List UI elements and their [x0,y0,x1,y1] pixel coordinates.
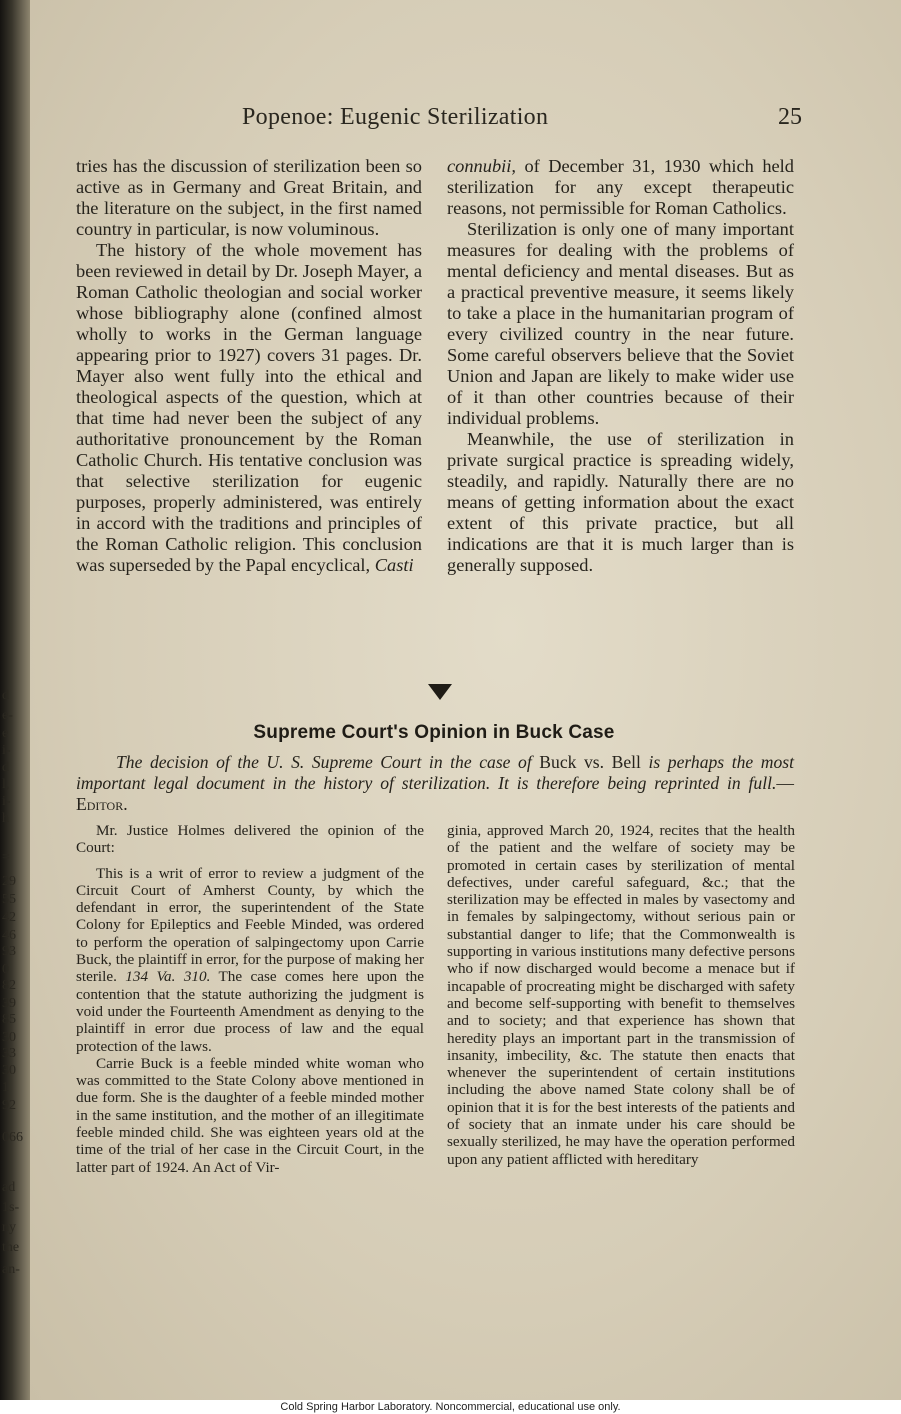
page-number: 25 [778,104,802,130]
paragraph: Sterilization is only one of many important measures for dealing with the problems of mental deficiency and mental diseases. But as a practical preventive measure, it seems likely to take a place in the humanitarian program of every civilized country in the near future. Some careful observers believe that the Soviet Union and Japan are likely to make wider use of it than other countries because of their individual problems. [447,219,794,428]
footer-credit: Cold Spring Harbor Laboratory. Noncommercial, educational use only. [0,1400,901,1414]
paragraph: Mr. Justice Holmes delivered the opinion of the Court: [76,822,424,857]
margin-fragment: 30 [2,1030,16,1045]
margin-fragment: h [2,811,9,826]
section-divider-triangle-icon [425,682,455,702]
margin-fragment: 0 [2,962,9,977]
margin-fragment: i- [2,794,11,809]
margin-fragment: ad [2,1180,16,1195]
opinion-right-column [447,822,795,1168]
section-title: Supreme Court's Opinion in Buck Case [253,722,615,743]
paragraph: connubii, of December 31, 1930 which held sterilization for any except therapeutic reasons, not permissible for Roman Catholics. [447,156,794,218]
margin-fragment: the [2,1240,20,1255]
paragraph: tries has the discussion of sterilization been so active as in Germany and Great Britain, and the literature on the subject, in the first named country in particular, is now voluminous. [76,156,422,239]
paragraph: This is a writ of error to review a judgment of the Circuit Court of Amherst County, by which the defendant in error, the superintendent of the State Colony for Epileptics and Feeble Minded, was ordered to perform the operation of salpingectomy upon Carrie Buck, the plaintiff in error, for the purpose of making her sterile. 134 Va. 310. The case comes here upon the contention that the statute authorizing the judgment is void under the Fourteenth Amendment as denying to the plaintiff in error due process of law and the equal protection of the laws. [76,864,425,1055]
paragraph: ginia, approved March 20, 1924, recites that the health of the patient and the welfare of society may be promoted in certain cases by sterilization of mental defectives, under careful safeguard, &c.; that the sterilization may be effected in males by vasectomy and in females by salpingectomy, without serious pain or substantial danger to life; that the Commonwealth is supporting in various institutions many defective persons who if now discharged would become a menace but if incapable of procreating might be discharged with safety and become self-supporting with benefit to themselves and to society; and that experience has shown that heredity plays an important part in the transmission of insanity, imbecility, &c. The statute then enacts that whenever the superintendent of certain institutions including the above named State colony shall be of opinion that it is for the best interests of the patients and of society that an inmate under his care should be sexually sterilized, he may have the operation performed upon any patient afflicted with hereditary [447,822,795,1168]
margin-fragment: i- [2,743,11,758]
margin-fragment: 1 [2,1080,9,1095]
margin-fragment: 46 [2,928,16,943]
margin-fragment: 1s- [2,1200,20,1215]
article-left-column [76,156,422,576]
adjacent-page-edge [0,0,30,1400]
paragraph: The history of the whole movement has been reviewed in detail by Dr. Joseph Mayer, a Roman Catholic theologian and social worker whose bibliography alone (confined almost wholly to works in the German language appearing prior to 1927) covers 31 pages. Dr. Mayer also went fully into the ethical and theological aspects of the question, which at that time had never been the subject of any authoritative pronouncement by the Roman Catholic Church. His tentative conclusion was that selective sterilization for eugenic purposes, properly administered, was entirely in accord with the traditions and principles of the Roman Catholic religion. This conclusion was superseded by the Papal encyclical, Casti [76,240,422,575]
margin-fragment: 33 [2,1046,16,1061]
margin-fragment: ny [2,1220,16,1235]
editor-note: The decision of the U. S. Supreme Court in the case of Buck vs. Bell is perhaps the most important legal document in the history of sterilization. It is therefore being reprinted in full.—Editor. [76,752,794,814]
running-header [242,104,802,134]
margin-fragment: d [2,760,9,775]
margin-fragment: 92 [2,1098,16,1113]
article-right-column [447,156,794,576]
opinion-left-column [76,822,424,1176]
margin-fragment: 55 [2,892,16,907]
margin-fragment: 82 [2,978,16,993]
margin-fragment: e [2,726,9,741]
margin-fragment: e- [2,708,13,723]
margin-fragment: d [2,688,9,703]
margin-fragment: 29 [2,874,16,889]
paragraph: Carrie Buck is a feeble minded white woman who was committed to the State Colony above mentioned in due form. She is the daughter of a feeble minded mother in the same institution, and the mother of an illegitimate feeble minded child. She was eighteen years old at the time of the trial of her case in the Circuit Court, in the latter part of 1924. An Act of Vir- [76,1054,424,1176]
paragraph: Meanwhile, the use of sterilization in private surgical practice is spreading widely, steadily, and rapidly. Naturally there are no means of getting information about the exact extent of this private practice, but all indications are that it is much larger than is generally supposed. [447,429,794,575]
margin-fragment: l, [2,777,10,792]
margin-fragment: 42 [2,910,16,925]
margin-fragment: 30 [2,1063,16,1078]
margin-fragment: 066 [2,1130,23,1145]
margin-fragment: 39 [2,996,16,1011]
margin-fragment: = [2,850,10,865]
margin-fragment: an- [2,1262,20,1277]
margin-fragment: 93 [2,944,16,959]
running-title: Popenoe: Eugenic Sterilization [242,104,549,130]
margin-fragment: 85 [2,1012,16,1027]
